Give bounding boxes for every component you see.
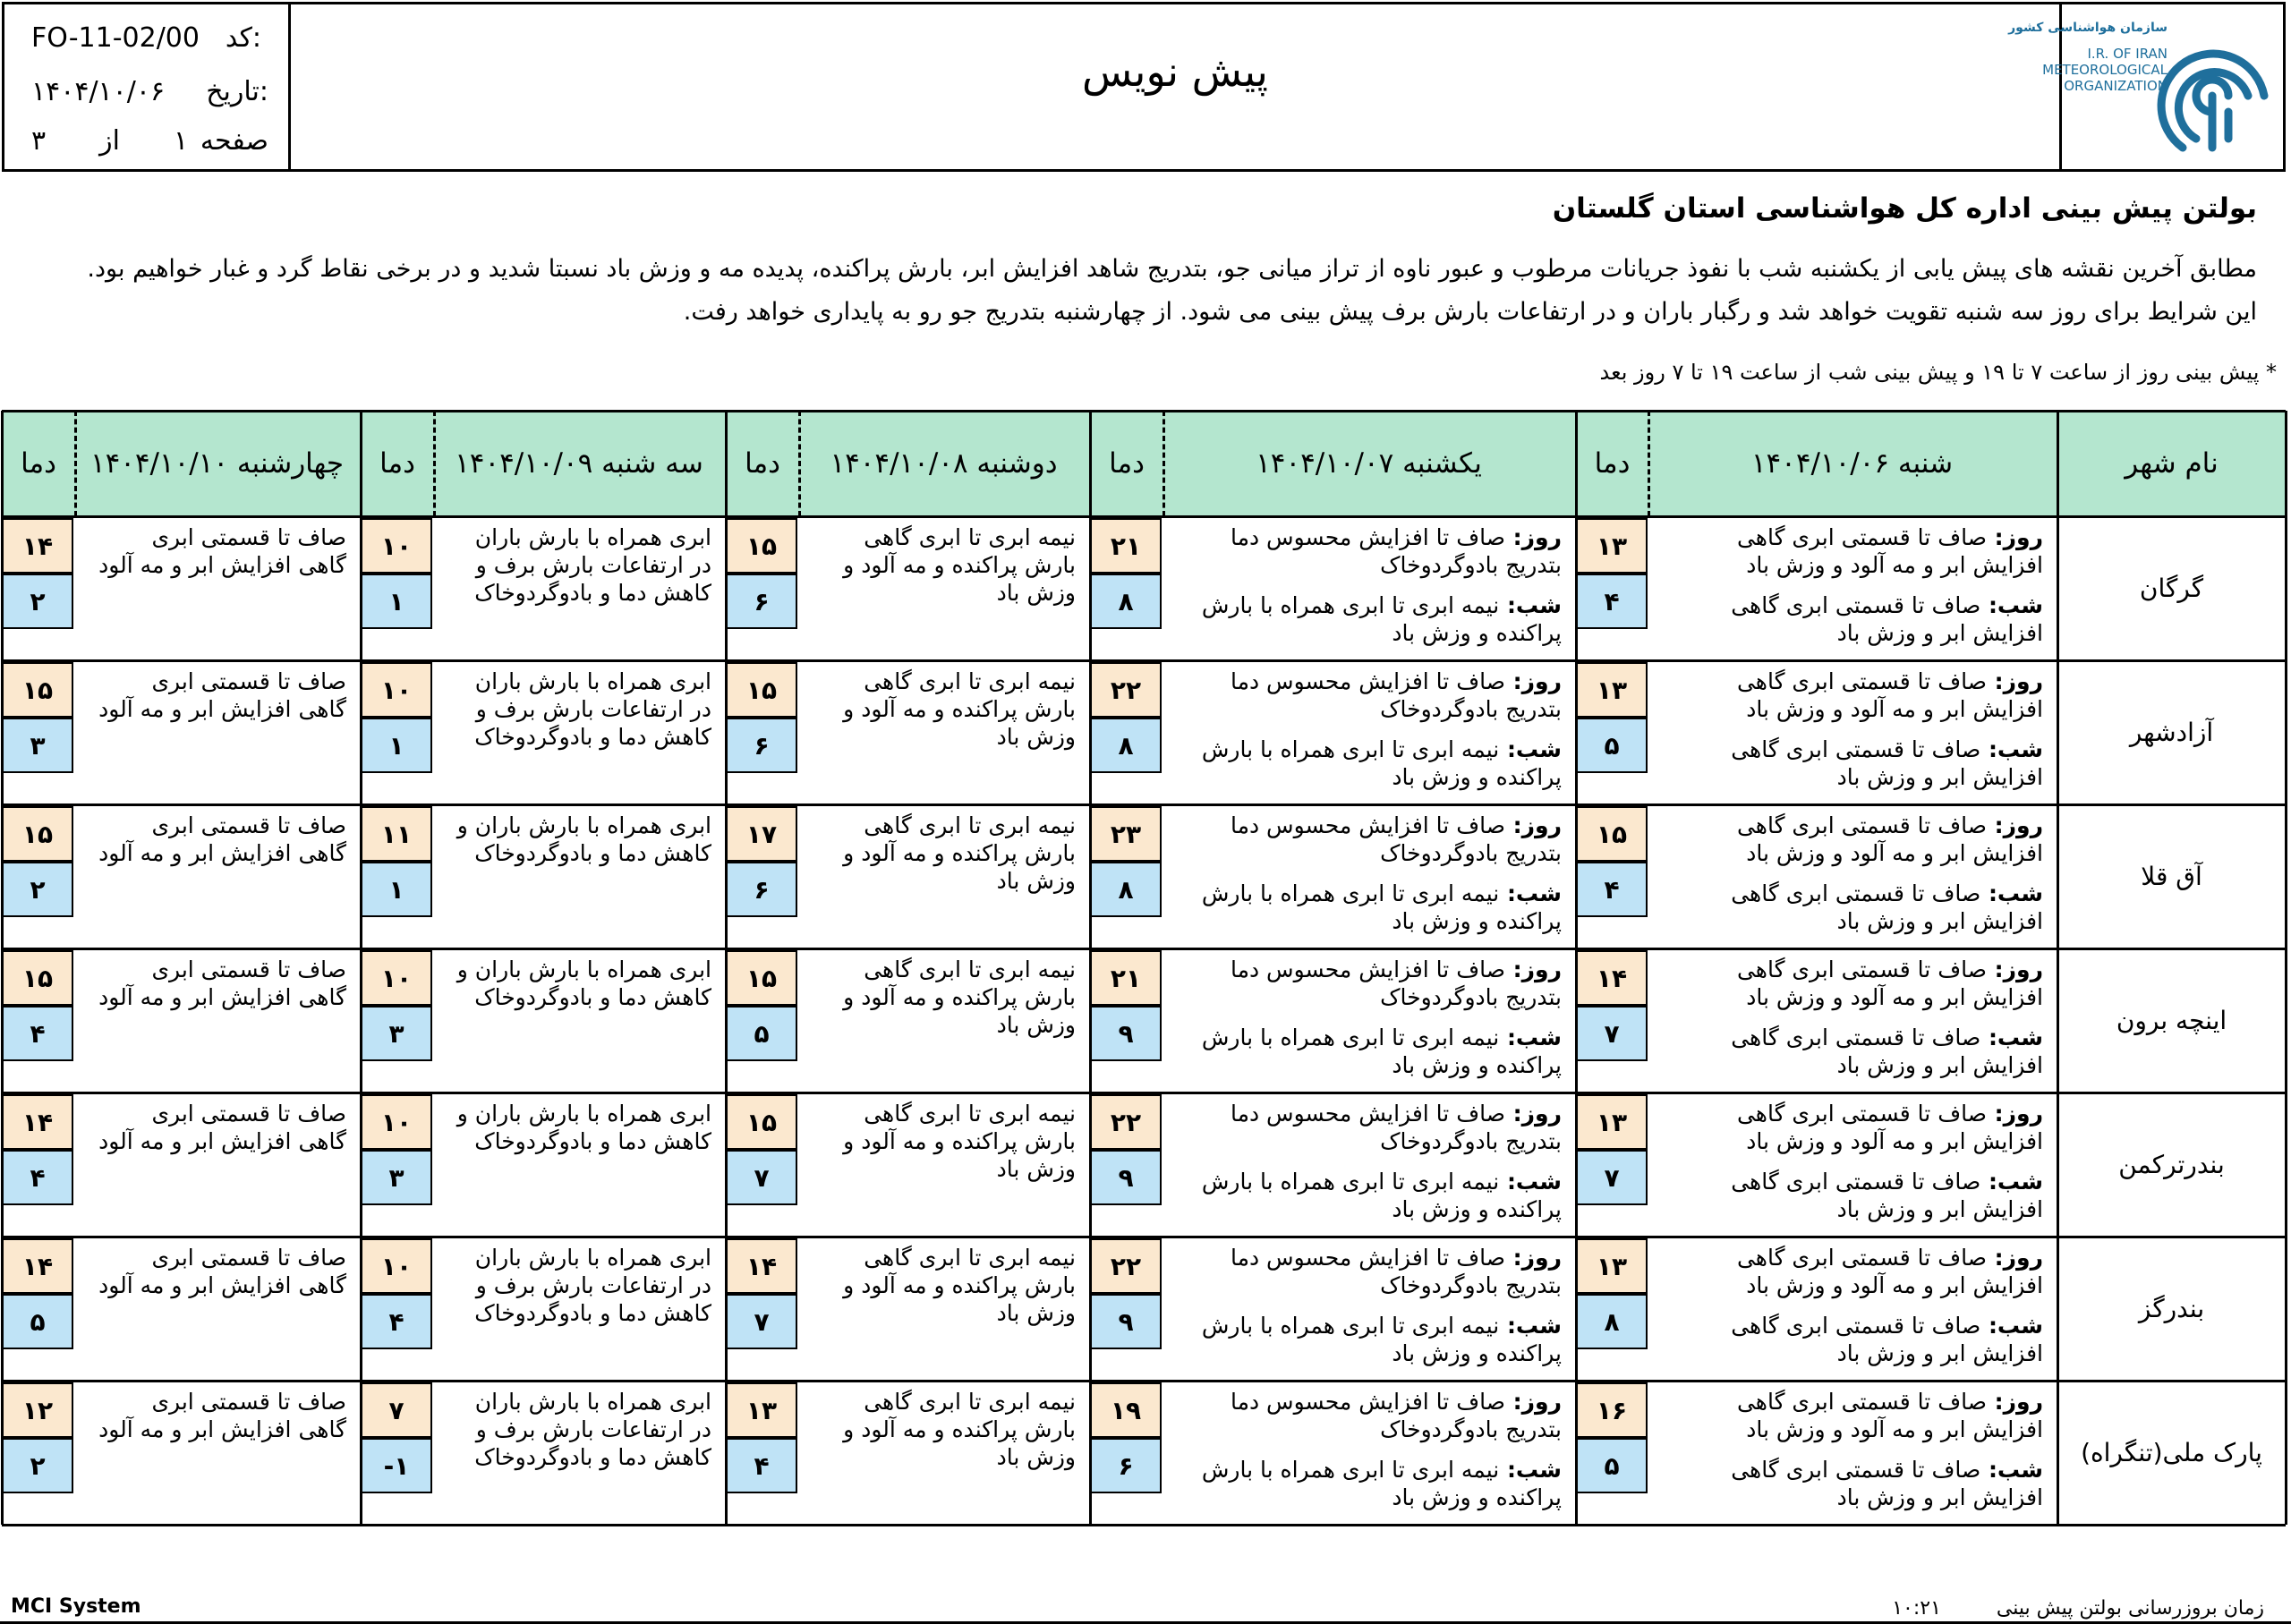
column-divider xyxy=(1089,411,1092,1525)
header-temp-d2: دما xyxy=(1109,447,1145,480)
forecast-d1 xyxy=(1656,812,2043,945)
max-temp-d1: ۱۶ xyxy=(1576,1382,1648,1438)
max-temp-d5: ۱۵ xyxy=(2,806,73,862)
night-label: شب: xyxy=(1499,1313,1562,1339)
logo-text-line1: I.R. OF IRAN xyxy=(2087,46,2168,62)
min-temp-d4: ۴ xyxy=(361,1294,432,1349)
forecast-table xyxy=(2,411,2286,1525)
min-temp-d1: ۴ xyxy=(1576,862,1648,917)
bulletin-paragraph-1: مطابق آخرین نقشه های پیش یابی از یکشنبه شب با نفوذ جریانات مرطوب و عبور ناوه از تراز میانی جو، بتدریج شاهد افزایش ابر، بارش پراکنده، پدیده مه و وزش باد نسبتا شدید و در برخی نقاط گرد و غبار خواهیم بود. xyxy=(87,255,2257,283)
code-label: کد: xyxy=(225,22,261,54)
night-forecast: شب: نیمه ابری تا ابری همراه با بارش پراکنده و وزش باد xyxy=(1201,1313,1562,1366)
page-total: ۳ xyxy=(31,125,47,157)
day-forecast: روز: صاف تا افزایش محسوس دما بتدریج بادوگردوخاک xyxy=(1230,1245,1562,1298)
forecast-d3: نیمه ابری تا ابری گاهی بارش پراکنده و مه آلود و وزش باد xyxy=(843,812,1076,894)
column-divider xyxy=(2285,411,2287,1525)
city-name: گرگان xyxy=(2139,574,2204,603)
header-temp-d1: دما xyxy=(1594,447,1631,480)
max-temp-d5: ۱۲ xyxy=(2,1382,73,1438)
forecast-d4: ابری همراه با بارش باران و کاهش دما و بادوگردوخاک xyxy=(456,1101,711,1154)
day-label: روز: xyxy=(1504,812,1562,838)
document-meta xyxy=(4,4,291,169)
forecast-d3: نیمه ابری تا ابری گاهی بارش پراکنده و مه آلود و وزش باد xyxy=(843,1245,1076,1326)
forecast-d4: ابری همراه با بارش باران در ارتفاعات بارش برف و کاهش دما و بادوگردوخاک xyxy=(474,1389,711,1470)
organization-logo xyxy=(2008,4,2283,169)
logo-text-line2: METEOROLOGICAL xyxy=(2042,62,2168,78)
min-temp-d1: ۷ xyxy=(1576,1006,1648,1061)
forecast-d4: ابری همراه با بارش باران و کاهش دما و بادوگردوخاک xyxy=(456,812,711,866)
max-temp-d2: ۲۲ xyxy=(1090,1238,1162,1294)
night-forecast: شب: صاف تا قسمتی ابری گاهی افزایش ابر و وزش باد xyxy=(1731,1313,2043,1366)
min-temp-d5: ۵ xyxy=(2,1294,73,1349)
row-divider xyxy=(2,1092,2286,1094)
max-temp-d4: ۱۰ xyxy=(361,1238,432,1294)
row-divider xyxy=(2,1380,2286,1382)
night-forecast: شب: صاف تا قسمتی ابری گاهی افزایش ابر و وزش باد xyxy=(1731,592,2043,646)
code-value: FO-11-02/00 xyxy=(31,22,200,54)
night-label: شب: xyxy=(1499,1025,1562,1050)
min-temp-d3: ۷ xyxy=(726,1294,797,1349)
row-divider xyxy=(2,1524,2286,1526)
day-forecast: روز: صاف تا افزایش محسوس دما بتدریج بادوگردوخاک xyxy=(1230,957,1562,1010)
day-forecast: روز: صاف تا قسمتی ابری گاهی افزایش ابر و مه آلود و وزش باد xyxy=(1736,524,2043,578)
forecast-d1 xyxy=(1656,1100,2043,1233)
night-label: شب: xyxy=(1499,736,1562,762)
day-label: روز: xyxy=(1986,668,2043,694)
min-temp-d2: ۹ xyxy=(1090,1006,1162,1061)
header-dashed-divider xyxy=(798,411,801,516)
min-temp-d5: ۲ xyxy=(2,862,73,917)
page-current: ۱ xyxy=(173,125,189,157)
forecast-d2 xyxy=(1171,1100,1562,1233)
max-temp-d3: ۱۵ xyxy=(726,1094,797,1150)
forecast-d5: صاف تا قسمتی ابری گاهی افزایش ابر و مه آلود xyxy=(98,812,346,866)
page-of: از xyxy=(99,125,120,157)
max-temp-d3: ۱۳ xyxy=(726,1382,797,1438)
date-value: ۱۴۰۴/۱۰/۰۶ xyxy=(31,76,166,107)
night-label: شب: xyxy=(1980,1025,2043,1050)
min-temp-d5: ۴ xyxy=(2,1150,73,1205)
min-temp-d1: ۸ xyxy=(1576,1294,1648,1349)
day-forecast: روز: صاف تا قسمتی ابری گاهی افزایش ابر و مه آلود و وزش باد xyxy=(1736,812,2043,866)
night-forecast: شب: نیمه ابری تا ابری همراه با بارش پراکنده و وزش باد xyxy=(1201,1025,1562,1078)
min-temp-d3: ۷ xyxy=(726,1150,797,1205)
forecast-d5: صاف تا قسمتی ابری گاهی افزایش ابر و مه آلود xyxy=(98,668,346,722)
night-label: شب: xyxy=(1499,1457,1562,1483)
day-forecast: روز: صاف تا قسمتی ابری گاهی افزایش ابر و مه آلود و وزش باد xyxy=(1736,1101,2043,1154)
day-forecast: روز: صاف تا قسمتی ابری گاهی افزایش ابر و مه آلود و وزش باد xyxy=(1736,1389,2043,1442)
page-title: پیش نویس xyxy=(1082,47,1268,96)
row-divider xyxy=(2,410,2286,412)
max-temp-d5: ۱۴ xyxy=(2,518,73,574)
header-dashed-divider xyxy=(1163,411,1165,516)
bulletin-title: بولتن پیش بینی اداره کل هواشناسی استان گلستان xyxy=(1552,192,2257,225)
night-label: شب: xyxy=(1499,592,1562,618)
day-forecast: روز: صاف تا افزایش محسوس دما بتدریج بادوگردوخاک xyxy=(1230,524,1562,578)
day-label: روز: xyxy=(1986,812,2043,838)
column-divider xyxy=(1,411,4,1525)
max-temp-d4: ۱۰ xyxy=(361,662,432,718)
max-temp-d2: ۲۱ xyxy=(1090,950,1162,1006)
day-label: روز: xyxy=(1504,1245,1562,1271)
forecast-d3: نیمه ابری تا ابری گاهی بارش پراکنده و مه آلود و وزش باد xyxy=(843,1101,1076,1182)
min-temp-d2: ۸ xyxy=(1090,862,1162,917)
day-forecast: روز: صاف تا قسمتی ابری گاهی افزایش ابر و مه آلود و وزش باد xyxy=(1736,957,2043,1010)
forecast-d4: ابری همراه با بارش باران در ارتفاعات بارش برف و کاهش دما و بادوگردوخاک xyxy=(474,1245,711,1326)
night-forecast: شب: صاف تا قسمتی ابری گاهی افزایش ابر و وزش باد xyxy=(1731,1169,2043,1222)
forecast-d3: نیمه ابری تا ابری گاهی بارش پراکنده و مه آلود و وزش باد xyxy=(843,524,1076,606)
max-temp-d5: ۱۵ xyxy=(2,662,73,718)
page-row xyxy=(31,116,268,166)
max-temp-d5: ۱۴ xyxy=(2,1094,73,1150)
night-forecast: شب: نیمه ابری تا ابری همراه با بارش پراکنده و وزش باد xyxy=(1201,592,1562,646)
max-temp-d5: ۱۵ xyxy=(2,950,73,1006)
bulletin-paragraph-2: این شرایط برای روز سه شنبه تقویت خواهد شد و رگبار باران و در ارتفاعات بارش برف پیش بینی می شود. از چهارشنبه بتدریج جو رو به پایداری خواهد رفت. xyxy=(683,298,2257,326)
min-temp-d4: -۱ xyxy=(361,1438,432,1493)
forecast-d2 xyxy=(1171,667,1562,801)
min-temp-d2: ۹ xyxy=(1090,1294,1162,1349)
code-row xyxy=(31,13,268,64)
header-temp-d4: دما xyxy=(379,447,415,480)
night-label: شب: xyxy=(1499,880,1562,906)
min-temp-d3: ۴ xyxy=(726,1438,797,1493)
day-forecast: روز: صاف تا قسمتی ابری گاهی افزایش ابر و مه آلود و وزش باد xyxy=(1736,668,2043,722)
min-temp-d3: ۶ xyxy=(726,574,797,629)
night-forecast: شب: نیمه ابری تا ابری همراه با بارش پراکنده و وزش باد xyxy=(1201,1457,1562,1510)
forecast-d2 xyxy=(1171,1388,1562,1521)
forecast-d4: ابری همراه با بارش باران در ارتفاعات بارش برف و کاهش دما و بادوگردوخاک xyxy=(474,524,711,606)
forecast-d2 xyxy=(1171,1244,1562,1377)
forecast-d5: صاف تا قسمتی ابری گاهی افزایش ابر و مه آلود xyxy=(98,1389,346,1442)
row-divider xyxy=(2,948,2286,950)
forecast-d1 xyxy=(1656,1388,2043,1521)
night-label: شب: xyxy=(1980,736,2043,762)
max-temp-d4: ۷ xyxy=(361,1382,432,1438)
forecast-d2 xyxy=(1171,956,1562,1089)
forecast-d1 xyxy=(1656,667,2043,801)
max-temp-d2: ۲۲ xyxy=(1090,1094,1162,1150)
page-label: صفحه xyxy=(200,125,268,157)
forecast-d1 xyxy=(1656,1244,2043,1377)
day-label: روز: xyxy=(1504,957,1562,982)
forecast-d3: نیمه ابری تا ابری گاهی بارش پراکنده و مه آلود و وزش باد xyxy=(843,957,1076,1038)
max-temp-d2: ۲۳ xyxy=(1090,806,1162,862)
header-dashed-divider xyxy=(433,411,436,516)
city-name: پارک ملی(تنگراه) xyxy=(2081,1438,2262,1467)
min-temp-d2: ۸ xyxy=(1090,574,1162,629)
city-name: اینچه برون xyxy=(2116,1006,2227,1035)
min-temp-d1: ۵ xyxy=(1576,1438,1648,1493)
max-temp-d1: ۱۵ xyxy=(1576,806,1648,862)
city-name: بندرترکمن xyxy=(2118,1150,2225,1179)
forecast-d5: صاف تا قسمتی ابری گاهی افزایش ابر و مه آلود xyxy=(98,1101,346,1154)
forecast-d3: نیمه ابری تا ابری گاهی بارش پراکنده و مه آلود و وزش باد xyxy=(843,668,1076,750)
night-forecast: شب: صاف تا قسمتی ابری گاهی افزایش ابر و وزش باد xyxy=(1731,736,2043,790)
row-divider xyxy=(2,515,2286,518)
logo-text-fa: سازمان هواشناسی کشور xyxy=(2008,21,2168,35)
max-temp-d2: ۲۲ xyxy=(1090,662,1162,718)
day-label: روز: xyxy=(1986,1389,2043,1415)
max-temp-d3: ۱۵ xyxy=(726,950,797,1006)
forecast-d1 xyxy=(1656,956,2043,1089)
min-temp-d5: ۳ xyxy=(2,718,73,773)
date-row xyxy=(31,67,268,117)
night-label: شب: xyxy=(1980,1169,2043,1195)
max-temp-d1: ۱۳ xyxy=(1576,518,1648,574)
night-forecast: شب: صاف تا قسمتی ابری گاهی افزایش ابر و وزش باد xyxy=(1731,1025,2043,1078)
forecast-d2 xyxy=(1171,523,1562,657)
header-day-d2: یکشنبه ۱۴۰۴/۱۰/۰۷ xyxy=(1256,447,1482,480)
night-forecast: شب: نیمه ابری تا ابری همراه با بارش پراکنده و وزش باد xyxy=(1201,736,1562,790)
night-label: شب: xyxy=(1980,880,2043,906)
max-temp-d3: ۱۵ xyxy=(726,662,797,718)
day-forecast: روز: صاف تا افزایش محسوس دما بتدریج بادوگردوخاک xyxy=(1230,668,1562,722)
max-temp-d4: ۱۰ xyxy=(361,518,432,574)
header-dashed-divider xyxy=(1648,411,1650,516)
forecast-d5: صاف تا قسمتی ابری گاهی افزایش ابر و مه آلود xyxy=(98,524,346,578)
day-label: روز: xyxy=(1504,524,1562,550)
night-forecast: شب: صاف تا قسمتی ابری گاهی افزایش ابر و وزش باد xyxy=(1731,880,2043,934)
row-divider xyxy=(2,659,2286,662)
min-temp-d4: ۱ xyxy=(361,862,432,917)
max-temp-d2: ۱۹ xyxy=(1090,1382,1162,1438)
forecast-d4: ابری همراه با بارش باران و کاهش دما و بادوگردوخاک xyxy=(456,957,711,1010)
day-forecast: روز: صاف تا افزایش محسوس دما بتدریج بادوگردوخاک xyxy=(1230,812,1562,866)
max-temp-d4: ۱۱ xyxy=(361,806,432,862)
max-temp-d4: ۱۰ xyxy=(361,950,432,1006)
system-name: MCI System xyxy=(11,1595,141,1618)
max-temp-d4: ۱۰ xyxy=(361,1094,432,1150)
city-name: آق قلا xyxy=(2141,862,2202,891)
min-temp-d4: ۳ xyxy=(361,1150,432,1205)
night-forecast: شب: صاف تا قسمتی ابری گاهی افزایش ابر و وزش باد xyxy=(1731,1457,2043,1510)
forecast-d5: صاف تا قسمتی ابری گاهی افزایش ابر و مه آلود xyxy=(98,1245,346,1298)
min-temp-d5: ۲ xyxy=(2,574,73,629)
forecast-d1 xyxy=(1656,523,2043,657)
max-temp-d1: ۱۳ xyxy=(1576,1094,1648,1150)
forecast-d5: صاف تا قسمتی ابری گاهی افزایش ابر و مه آلود xyxy=(98,957,346,1010)
day-label: روز: xyxy=(1986,1101,2043,1127)
day-forecast: روز: صاف تا افزایش محسوس دما بتدریج بادوگردوخاک xyxy=(1230,1101,1562,1154)
forecast-d4: ابری همراه با بارش باران در ارتفاعات بارش برف و کاهش دما و بادوگردوخاک xyxy=(474,668,711,750)
max-temp-d5: ۱۴ xyxy=(2,1238,73,1294)
logo-emblem-icon xyxy=(2008,4,2280,169)
header-temp-d5: دما xyxy=(21,447,56,480)
day-forecast: روز: صاف تا افزایش محسوس دما بتدریج بادوگردوخاک xyxy=(1230,1389,1562,1442)
column-divider xyxy=(2057,411,2059,1525)
min-temp-d5: ۴ xyxy=(2,1006,73,1061)
night-forecast: شب: نیمه ابری تا ابری همراه با بارش پراکنده و وزش باد xyxy=(1201,1169,1562,1222)
day-label: روز: xyxy=(1504,1101,1562,1127)
min-temp-d2: ۶ xyxy=(1090,1438,1162,1493)
header-temp-d3: دما xyxy=(745,447,780,480)
day-forecast: روز: صاف تا قسمتی ابری گاهی افزایش ابر و مه آلود و وزش باد xyxy=(1736,1245,2043,1298)
night-label: شب: xyxy=(1980,1457,2043,1483)
row-divider xyxy=(2,1236,2286,1238)
header-day-d4: سه شنبه ۱۴۰۴/۱۰/۰۹ xyxy=(455,447,703,480)
header-city: نام شهر xyxy=(2125,447,2219,480)
city-name: آزادشهر xyxy=(2129,718,2214,747)
max-temp-d1: ۱۴ xyxy=(1576,950,1648,1006)
min-temp-d4: ۳ xyxy=(361,1006,432,1061)
min-temp-d2: ۸ xyxy=(1090,718,1162,773)
day-label: روز: xyxy=(1986,524,2043,550)
min-temp-d3: ۶ xyxy=(726,862,797,917)
forecast-time-note: * پیش بینی روز از ساعت ۷ تا ۱۹ و پیش بینی شب از ساعت ۱۹ تا ۷ روز بعد xyxy=(1599,360,2277,385)
day-label: روز: xyxy=(1504,1389,1562,1415)
header-day-d1: شنبه ۱۴۰۴/۱۰/۰۶ xyxy=(1750,447,1954,480)
night-label: شب: xyxy=(1980,592,2043,618)
min-temp-d1: ۴ xyxy=(1576,574,1648,629)
max-temp-d1: ۱۳ xyxy=(1576,1238,1648,1294)
min-temp-d2: ۹ xyxy=(1090,1150,1162,1205)
day-label: روز: xyxy=(1986,957,2043,982)
column-divider xyxy=(360,411,362,1525)
logo-text-line3: ORGANIZATION xyxy=(2064,78,2168,94)
update-time-label: زمان بروزرسانی بولتن پیش بینی xyxy=(1996,1597,2264,1620)
day-label: روز: xyxy=(1986,1245,2043,1271)
row-divider xyxy=(2,803,2286,806)
min-temp-d4: ۱ xyxy=(361,574,432,629)
min-temp-d3: ۶ xyxy=(726,718,797,773)
min-temp-d1: ۷ xyxy=(1576,1150,1648,1205)
night-label: شب: xyxy=(1980,1313,2043,1339)
update-time-value: ۱۰:۲۱ xyxy=(1892,1597,1941,1620)
city-name: بندرگز xyxy=(2138,1294,2205,1323)
date-label: تاریخ: xyxy=(206,76,268,107)
max-temp-d1: ۱۳ xyxy=(1576,662,1648,718)
min-temp-d4: ۱ xyxy=(361,718,432,773)
day-label: روز: xyxy=(1504,668,1562,694)
header-day-d3: دوشنبه ۱۴۰۴/۱۰/۰۸ xyxy=(830,447,1058,480)
column-divider xyxy=(725,411,728,1525)
page-numbers xyxy=(31,116,188,166)
max-temp-d2: ۲۱ xyxy=(1090,518,1162,574)
forecast-d2 xyxy=(1171,812,1562,945)
column-divider xyxy=(1575,411,1578,1525)
max-temp-d3: ۱۵ xyxy=(726,518,797,574)
max-temp-d3: ۱۷ xyxy=(726,806,797,862)
min-temp-d5: ۲ xyxy=(2,1438,73,1493)
night-forecast: شب: نیمه ابری تا ابری همراه با بارش پراکنده و وزش باد xyxy=(1201,880,1562,934)
max-temp-d3: ۱۴ xyxy=(726,1238,797,1294)
night-label: شب: xyxy=(1499,1169,1562,1195)
min-temp-d1: ۵ xyxy=(1576,718,1648,773)
forecast-d3: نیمه ابری تا ابری گاهی بارش پراکنده و مه آلود و وزش باد xyxy=(843,1389,1076,1470)
update-time xyxy=(1892,1597,2264,1620)
min-temp-d3: ۵ xyxy=(726,1006,797,1061)
header-day-d5: چهارشنبه ۱۴۰۴/۱۰/۱۰ xyxy=(89,447,345,480)
header-dashed-divider xyxy=(74,411,77,516)
document-header xyxy=(2,2,2286,172)
